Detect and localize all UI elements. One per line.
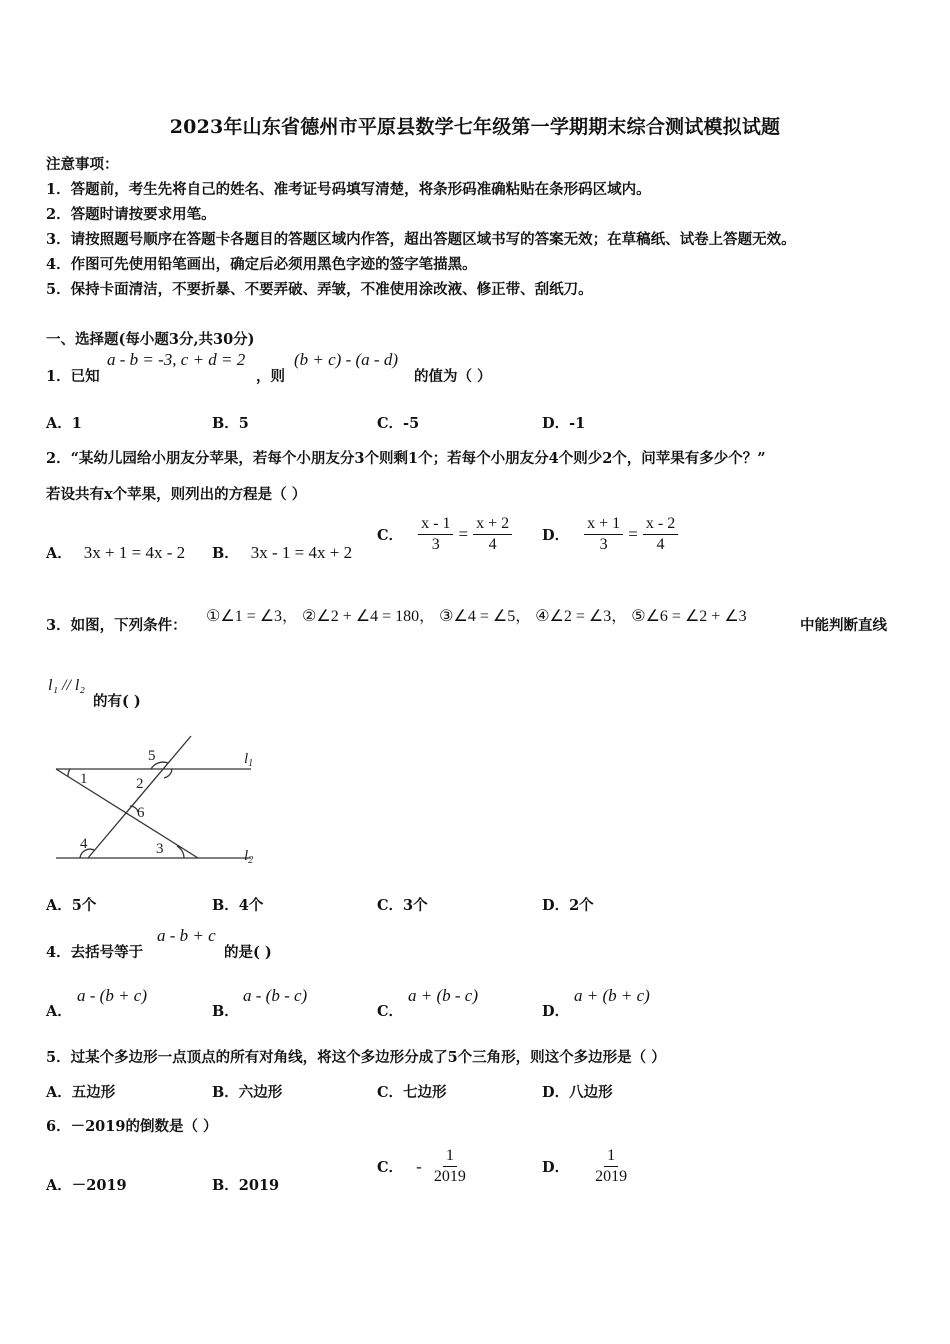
q2-option-c[interactable] bbox=[377, 514, 512, 555]
q5-option-c[interactable] bbox=[377, 1081, 447, 1102]
option-label: B． bbox=[212, 415, 239, 432]
option-value: 六边形 bbox=[238, 1084, 283, 1101]
angle-arc bbox=[164, 769, 172, 778]
option-value: 5个 bbox=[71, 897, 97, 914]
angle-label: 3 bbox=[156, 841, 164, 857]
option-label: B． bbox=[212, 897, 239, 914]
denominator: 2019 bbox=[433, 1168, 466, 1185]
option-value: -1 bbox=[569, 415, 586, 432]
fraction bbox=[584, 514, 623, 555]
q4-option-a-label[interactable]: A． bbox=[46, 1003, 72, 1020]
notice-header: 注意事项： bbox=[46, 156, 119, 173]
fraction bbox=[643, 514, 678, 555]
q4-option-b-label[interactable]: B． bbox=[212, 1003, 239, 1020]
q1-expression: (b + c) - (a - d) bbox=[294, 350, 398, 369]
notice-item: 3．请按照题号顺序在答题卡各题目的答题区域内作答，超出答题区域书写的答案无效；在草稿纸、试卷上答题无效。 bbox=[46, 231, 796, 248]
minus-sign: - bbox=[416, 1156, 422, 1176]
numerator: 1 bbox=[604, 1146, 618, 1167]
q1-prefix: 1．已知 bbox=[46, 368, 100, 385]
option-value: 1 bbox=[71, 415, 82, 432]
option-value: 八边形 bbox=[569, 1084, 613, 1101]
q4-suffix: 的是( ) bbox=[224, 944, 272, 961]
option-label: C． bbox=[377, 1159, 404, 1176]
line-label-l1: $l_1$ bbox=[244, 751, 254, 769]
option-label: B． bbox=[212, 1177, 239, 1194]
option-label: A． bbox=[46, 545, 72, 562]
q1-option-c[interactable] bbox=[377, 412, 419, 433]
option-value: －2019 bbox=[71, 1177, 127, 1194]
angle-label: 5 bbox=[148, 748, 156, 764]
equals-sign: = bbox=[628, 524, 638, 544]
q4-option-c-label[interactable]: C． bbox=[377, 1003, 404, 1020]
option-label: A． bbox=[46, 1177, 72, 1194]
q2-option-d[interactable] bbox=[542, 514, 678, 555]
option-label: C． bbox=[377, 897, 404, 914]
option-value: 2019 bbox=[238, 1177, 280, 1194]
denominator: 4 bbox=[656, 536, 665, 553]
option-label: A． bbox=[46, 1084, 72, 1101]
option-value: 2个 bbox=[569, 897, 594, 914]
q1-option-d[interactable] bbox=[542, 412, 585, 433]
angle-label: 4 bbox=[80, 836, 88, 852]
notice-item: 2．答题时请按要求用笔。 bbox=[46, 206, 216, 223]
q4-option-d-expression[interactable]: a + (b + c) bbox=[574, 986, 650, 1005]
fraction bbox=[418, 514, 453, 555]
q6-option-a[interactable] bbox=[46, 1174, 127, 1195]
q1-suffix: 的值为（ ） bbox=[414, 368, 492, 385]
option-label: B． bbox=[212, 545, 239, 562]
notice-item: 4．作图可先使用铅笔画出，确定后必须用黑色字迹的签字笔描黑。 bbox=[46, 256, 477, 273]
q3-prefix: 3．如图，下列条件： bbox=[46, 617, 187, 634]
q4-option-d-label[interactable]: D． bbox=[542, 1003, 570, 1020]
angle-label: 2 bbox=[136, 776, 144, 792]
option-label: C． bbox=[377, 527, 404, 544]
notice-item: 1．答题前，考生先将自己的姓名、准考证号码填写清楚，将条形码准确粘贴在条形码区域内。 bbox=[46, 181, 651, 198]
option-label: D． bbox=[542, 1159, 570, 1176]
option-value: -5 bbox=[403, 415, 420, 432]
geometry-figure bbox=[46, 730, 276, 870]
q3-option-c[interactable] bbox=[377, 894, 428, 915]
fraction bbox=[592, 1146, 630, 1187]
option-label: D． bbox=[542, 1084, 570, 1101]
option-label: D． bbox=[542, 527, 570, 544]
option-value: 3个 bbox=[403, 897, 428, 914]
q3-option-d[interactable] bbox=[542, 894, 594, 915]
numerator: x + 2 bbox=[473, 514, 512, 535]
option-expression: 3x - 1 = 4x + 2 bbox=[250, 543, 353, 562]
q5-option-a[interactable] bbox=[46, 1081, 115, 1102]
q1-condition: a - b = -3, c + d = 2 bbox=[107, 350, 246, 369]
line-label-l2: $l_2$ bbox=[244, 848, 254, 866]
q5-option-b[interactable] bbox=[212, 1081, 282, 1102]
q6-option-c[interactable] bbox=[377, 1146, 469, 1187]
numerator: x - 1 bbox=[418, 514, 453, 535]
q4-option-c-expression[interactable]: a + (b - c) bbox=[408, 986, 479, 1005]
denominator: 4 bbox=[488, 536, 497, 553]
q3-option-a[interactable] bbox=[46, 894, 96, 915]
q6-option-d[interactable] bbox=[542, 1146, 630, 1187]
transversal-1 bbox=[56, 769, 198, 858]
denominator: 3 bbox=[431, 536, 440, 553]
q3-conditions: ①∠1 = ∠3， ②∠2 + ∠4 = 180， ③∠4 = ∠5， ④∠2 = ∠3， ⑤∠6 = ∠2 + ∠3 bbox=[206, 608, 747, 625]
option-label: C． bbox=[377, 415, 404, 432]
q4-prefix: 4．去括号等于 bbox=[46, 944, 144, 961]
option-label: A． bbox=[46, 897, 72, 914]
q1-option-b[interactable] bbox=[212, 412, 249, 433]
q3-parallel-lines: l₁ // l₂ bbox=[48, 677, 85, 694]
q1-mid: ，则 bbox=[256, 368, 285, 385]
denominator: 2019 bbox=[595, 1168, 628, 1185]
option-expression: 3x + 1 = 4x - 2 bbox=[83, 543, 186, 562]
q5-text: 5．过某个多边形一点顶点的所有对角线，将这个多边形分成了5个三角形，则这个多边形是（ ） bbox=[46, 1049, 666, 1066]
q3-question-end: 的有( ) bbox=[93, 693, 141, 710]
numerator: 1 bbox=[443, 1146, 457, 1167]
q2-option-b[interactable] bbox=[212, 542, 352, 563]
q5-option-d[interactable] bbox=[542, 1081, 613, 1102]
angle-label: 1 bbox=[80, 771, 88, 787]
option-label: C． bbox=[377, 1084, 404, 1101]
q3-option-b[interactable] bbox=[212, 894, 263, 915]
option-label: D． bbox=[542, 415, 570, 432]
notice-item: 5．保持卡面清洁，不要折暴、不要弄破、弄皱，不准使用涂改液、修正带、刮纸刀。 bbox=[46, 281, 593, 298]
option-label: A． bbox=[46, 415, 72, 432]
numerator: x - 2 bbox=[643, 514, 678, 535]
numerator: x + 1 bbox=[584, 514, 623, 535]
fraction bbox=[431, 1146, 469, 1187]
q4-option-b-expression[interactable]: a - (b - c) bbox=[243, 986, 308, 1005]
fraction bbox=[473, 514, 512, 555]
section-heading: 一、选择题(每小题3分,共30分) bbox=[46, 331, 255, 348]
q2-text-line2: 若设共有x个苹果，则列出的方程是（ ） bbox=[46, 486, 307, 503]
option-value: 七边形 bbox=[403, 1084, 447, 1101]
q6-text: 6．－2019的倒数是（ ） bbox=[46, 1118, 218, 1135]
angle-arc bbox=[68, 769, 70, 777]
option-value: 5 bbox=[238, 415, 249, 432]
q1-option-a[interactable] bbox=[46, 412, 82, 433]
page-title: 2023年山东省德州市平原县数学七年级第一学期期末综合测试模拟试题 bbox=[169, 116, 781, 138]
angle-label: 6 bbox=[137, 805, 145, 821]
option-value: 4个 bbox=[238, 897, 264, 914]
q2-text-line1: 2．“某幼儿园给小朋友分苹果，若每个小朋友分3个则剩1个；若每个小朋友分4个则少2个，问苹果有多少个？” bbox=[46, 450, 766, 467]
q2-option-a[interactable] bbox=[46, 542, 185, 563]
equals-sign: = bbox=[458, 524, 469, 544]
q4-expression: a - b + c bbox=[157, 926, 216, 945]
option-label: B． bbox=[212, 1084, 239, 1101]
q6-option-b[interactable] bbox=[212, 1174, 279, 1195]
denominator: 3 bbox=[599, 536, 608, 553]
option-value: 五边形 bbox=[71, 1084, 116, 1101]
angle-arc bbox=[177, 846, 184, 858]
option-label: D． bbox=[542, 897, 570, 914]
q3-suffix: 中能判断直线 bbox=[800, 617, 887, 634]
q4-option-a-expression[interactable]: a - (b + c) bbox=[77, 986, 148, 1005]
transversal-2 bbox=[88, 736, 191, 858]
